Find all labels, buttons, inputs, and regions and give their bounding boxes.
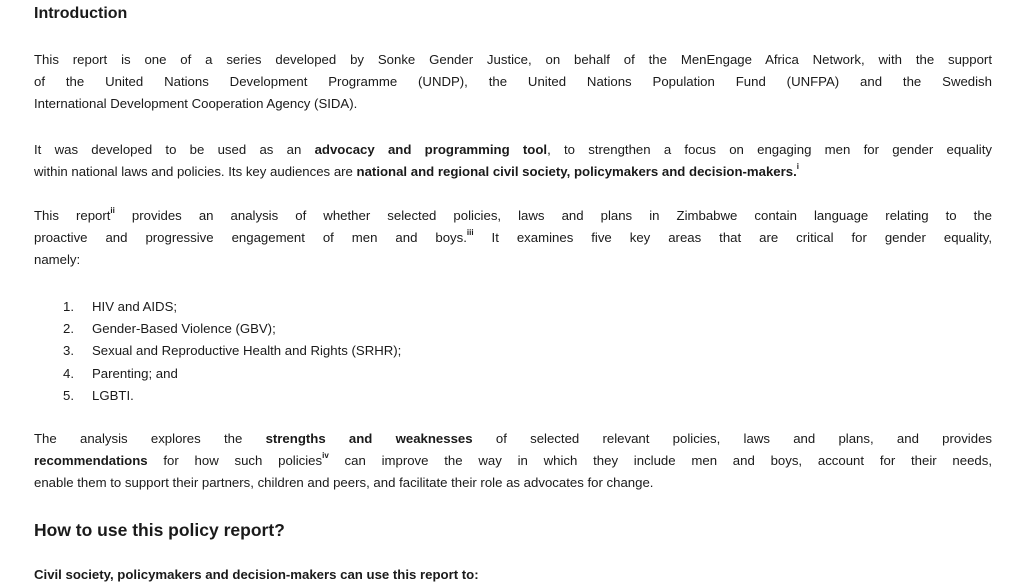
text-line	[34, 205, 992, 227]
endnote-marker[interactable]: iii	[466, 228, 474, 237]
text-line	[34, 450, 992, 472]
bold-text: national and regional civil society, policymakers and decision-makers.	[356, 164, 797, 179]
paragraph-report-series	[34, 49, 992, 115]
text-run: It examines five key areas that are critical for gender equality,	[473, 230, 992, 245]
bold-text: advocacy and programming tool	[314, 142, 548, 157]
text-run: provides an analysis of whether selected policies, laws and plans in Zimbabwe contain language relating to the	[114, 208, 992, 223]
endnote-marker[interactable]: ii	[110, 206, 115, 215]
endnote-marker[interactable]: iv	[322, 451, 329, 460]
text-line	[34, 428, 992, 450]
text-run: can improve the way in which they include men and boys, account for their needs,	[328, 453, 992, 468]
text-line: This report is one of a series developed by Sonke Gender Justice, on behalf of the MenEngage Africa Network, with the support	[34, 52, 992, 67]
text-run: It was developed to be used as an	[34, 142, 315, 157]
text-line: enable them to support their partners, children and peers, and facilitate their role as advocates for change.	[34, 475, 654, 490]
text-line: of the United Nations Development Programme (UNDP), the United Nations Population Fund (UNFPA) and the Swedish	[34, 74, 992, 89]
text-line	[34, 227, 992, 249]
list-number: 1.	[63, 299, 74, 314]
list-item	[63, 385, 401, 407]
text-run: This report	[34, 208, 111, 223]
list-number: 4.	[63, 365, 74, 381]
list-item-text: Sexual and Reproductive Health and Rights (SRHR);	[92, 343, 402, 359]
audience-subheading	[34, 564, 992, 586]
endnote-marker[interactable]: i	[796, 162, 800, 171]
text-run: of selected relevant policies, laws and plans, and provides	[472, 431, 992, 446]
paragraph-strengths-weaknesses	[34, 428, 992, 494]
paragraph-analysis-scope	[34, 205, 992, 271]
list-number: 2.	[63, 321, 74, 337]
list-item	[63, 296, 401, 318]
text-run: proactive and progressive engagement of men and boys.	[34, 230, 467, 245]
text-run: for how such policies	[147, 453, 323, 468]
paragraph-purpose	[34, 139, 992, 183]
how-to-use-heading: How to use this policy report?	[34, 520, 285, 540]
text-line	[34, 161, 992, 183]
text-line: Civil society, policymakers and decision-makers can use this report to:	[34, 567, 479, 582]
text-line: namely:	[34, 252, 81, 267]
key-areas-list	[63, 296, 401, 407]
list-item-text: Gender-Based Violence (GBV);	[92, 321, 276, 337]
list-item-text: Parenting; and	[92, 365, 178, 381]
list-item	[63, 363, 401, 385]
text-run: The analysis explores the	[34, 431, 266, 446]
text-run: , to strengthen a focus on engaging men for gender equality	[547, 142, 992, 157]
text-line	[34, 139, 992, 161]
list-item	[63, 318, 401, 340]
list-number: 3.	[63, 343, 74, 359]
bold-text: recommendations	[34, 453, 148, 468]
list-number: 5.	[63, 387, 74, 403]
list-item-text: HIV and AIDS;	[92, 299, 178, 314]
introduction-heading: Introduction	[34, 5, 128, 22]
bold-text: strengths and weaknesses	[265, 431, 473, 446]
list-item	[63, 340, 401, 362]
list-item-text: LGBTI.	[92, 387, 134, 403]
text-run: within national laws and policies. Its key audiences are	[34, 164, 357, 179]
text-line: International Development Cooperation Agency (SIDA).	[34, 96, 358, 111]
